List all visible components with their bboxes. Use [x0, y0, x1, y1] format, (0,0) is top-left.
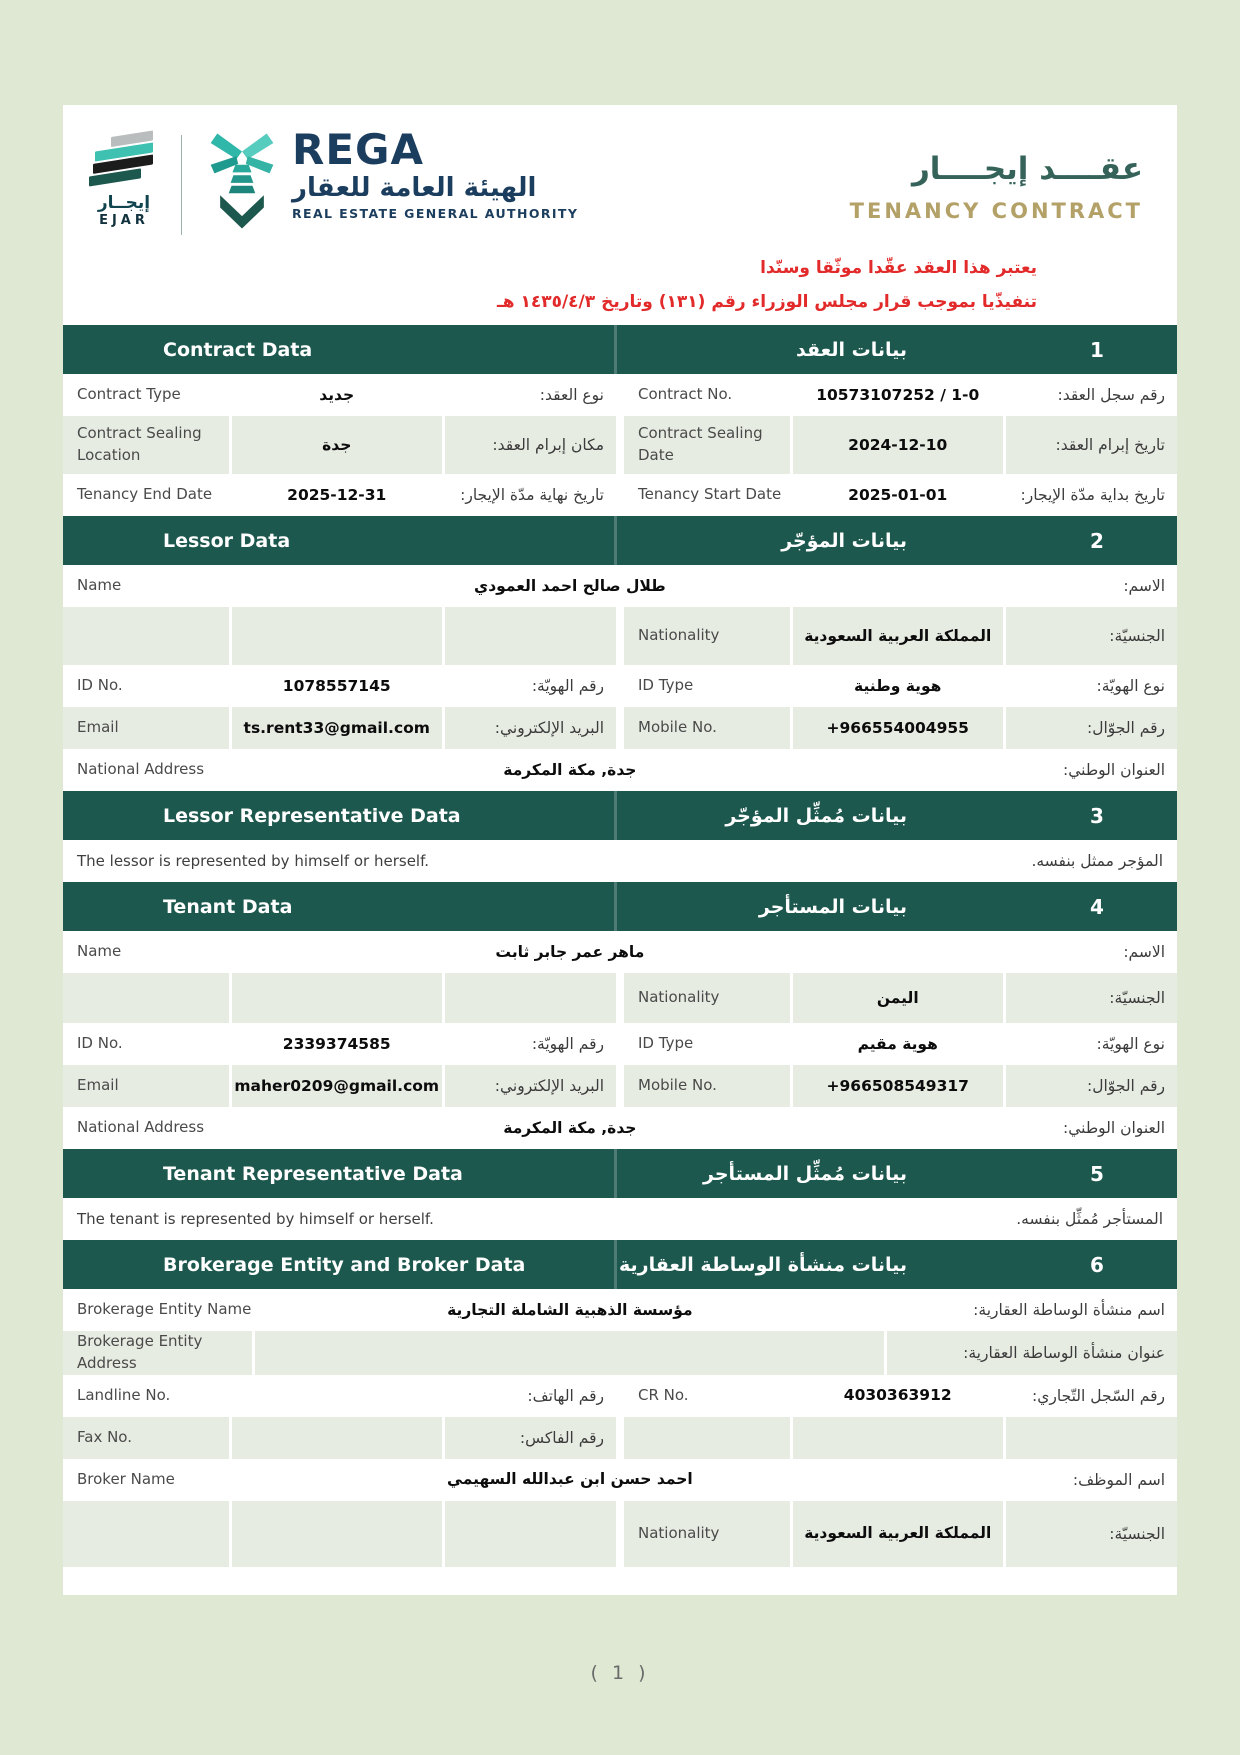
rega-wordmark	[292, 125, 579, 221]
section-3-number: 3	[1090, 803, 1104, 828]
field-value: +966554004955	[793, 707, 1003, 749]
field-label-ar: رقم الهويّة:	[445, 1023, 616, 1065]
field-label-ar: رقم الفاكس:	[445, 1417, 616, 1459]
field-value: طلال صالح احمد العمودي	[255, 565, 884, 607]
field-label-ar: العنوان الوطني:	[887, 1107, 1177, 1149]
field-label-ar: اسم منشأة الوساطة العقارية:	[887, 1289, 1177, 1331]
field-value: جدة	[232, 416, 442, 474]
section-2-number: 2	[1090, 528, 1104, 553]
row-tenant-nationality	[63, 973, 1177, 1023]
field-label-ar: الاسم:	[887, 931, 1177, 973]
section-4-bar	[63, 882, 1177, 931]
row-lessor-name	[63, 565, 1177, 607]
row-tenant-name	[63, 931, 1177, 973]
field-label-en: National Address	[63, 749, 252, 791]
field-value: مؤسسة الذهبية الشاملة التجارية	[255, 1289, 884, 1331]
section-5-title-ar: بيانات مُمثِّل المستأجر	[703, 1162, 907, 1185]
tenancy-contract-document	[63, 105, 1177, 1595]
field-value: maher0209@gmail.com	[232, 1065, 442, 1107]
rega-logo	[204, 125, 579, 231]
empty-cell	[445, 1501, 616, 1567]
field-label-ar: رقم سجل العقد:	[1006, 374, 1177, 416]
ejar-name-arabic: إيجــار	[97, 193, 151, 213]
row-lessor-national-address	[63, 749, 1177, 791]
field-label-en: Tenancy Start Date	[624, 474, 790, 516]
field-label-en: Email	[63, 707, 229, 749]
brand-divider	[181, 135, 182, 235]
field-label-en: Broker Name	[63, 1459, 252, 1501]
field-label-en: Brokerage Entity Name	[63, 1289, 252, 1331]
empty-cell	[232, 607, 442, 665]
field-value: 2024-12-10	[793, 416, 1003, 474]
rega-name-arabic: الهيئة العامة للعقار	[292, 173, 537, 203]
field-value: 10573107252 / 1-0	[793, 374, 1003, 416]
ejar-name-latin: EJAR	[99, 213, 149, 228]
empty-cell	[232, 1501, 442, 1567]
section-6-title-en: Brokerage Entity and Broker Data	[63, 1240, 617, 1289]
field-label-ar: نوع الهويّة:	[1006, 1023, 1177, 1065]
field-label-en: Name	[63, 565, 252, 607]
field-label-en: Tenancy End Date	[63, 474, 229, 516]
empty-cell	[63, 607, 229, 665]
field-value	[232, 1375, 442, 1417]
field-label-en: Mobile No.	[624, 1065, 790, 1107]
section-4-title-en: Tenant Data	[63, 882, 617, 931]
field-label-ar: الجنسيّة:	[1006, 1501, 1177, 1567]
field-value: جديد	[232, 374, 442, 416]
note-ar: المستأجر مُمثِّل بنفسه.	[1016, 1210, 1163, 1228]
field-label-en: ID Type	[624, 665, 790, 707]
field-label-ar: البريد الإلكتروني:	[445, 707, 616, 749]
row-brokerage-cr-landline	[63, 1375, 1177, 1417]
field-label-en: Nationality	[624, 973, 790, 1023]
field-value: 2339374585	[232, 1023, 442, 1065]
field-value: 1078557145	[232, 665, 442, 707]
field-label-en: CR No.	[624, 1375, 790, 1417]
row-brokerage-entity-name	[63, 1289, 1177, 1331]
field-value	[232, 1417, 442, 1459]
section-2-bar	[63, 516, 1177, 565]
field-label-en: Email	[63, 1065, 229, 1107]
document-header	[63, 105, 1177, 325]
note-ar: المؤجر ممثل بنفسه.	[1031, 852, 1163, 870]
section-1-title-en: Contract Data	[63, 325, 617, 374]
row-lessor-contact	[63, 707, 1177, 749]
field-value: جدة, مكة المكرمة	[255, 1107, 884, 1149]
row-tenant-contact	[63, 1065, 1177, 1107]
field-value: المملكة العربية السعودية	[793, 1501, 1003, 1567]
field-value: احمد حسن ابن عبدالله السهيمي	[255, 1459, 884, 1501]
field-label-ar: مكان إبرام العقد:	[445, 416, 616, 474]
page-number: ( 1 )	[590, 1662, 650, 1684]
field-value: 2025-12-31	[232, 474, 442, 516]
field-value: 4030363912	[793, 1375, 1003, 1417]
field-label-ar: نوع العقد:	[445, 374, 616, 416]
document-title-english: TENANCY CONTRACT	[849, 199, 1143, 223]
field-label-ar: عنوان منشأة الوساطة العقارية:	[887, 1331, 1177, 1375]
empty-cell	[63, 973, 229, 1023]
section-6-title-ar: بيانات منشأة الوساطة العقارية	[618, 1253, 907, 1276]
section-4-title-ar: بيانات المستأجر	[758, 895, 907, 918]
brand-logos	[89, 125, 579, 235]
field-label-ar: الاسم:	[887, 565, 1177, 607]
field-label-en: Contract Type	[63, 374, 229, 416]
field-label-ar: تاريخ نهاية مدّة الإيجار:	[445, 474, 616, 516]
field-label-en: Contract No.	[624, 374, 790, 416]
note-en: The tenant is represented by himself or herself.	[77, 1210, 434, 1228]
field-label-en: Fax No.	[63, 1417, 229, 1459]
field-label-en: Landline No.	[63, 1375, 229, 1417]
field-value: المملكة العربية السعودية	[793, 607, 1003, 665]
field-value: جدة, مكة المكرمة	[255, 749, 884, 791]
rega-palm-icon	[204, 129, 280, 231]
row-tenant-id	[63, 1023, 1177, 1065]
row-lessor-nationality	[63, 607, 1177, 665]
section-5-title-en: Tenant Representative Data	[63, 1149, 617, 1198]
row-broker-nationality	[63, 1501, 1177, 1567]
row-broker-name	[63, 1459, 1177, 1501]
row-brokerage-fax	[63, 1417, 1177, 1459]
row-brokerage-entity-address	[63, 1331, 1177, 1375]
field-label-ar: رقم الهاتف:	[445, 1375, 616, 1417]
rega-acronym: REGA	[292, 125, 425, 174]
section-3-bar	[63, 791, 1177, 840]
field-label-en: ID Type	[624, 1023, 790, 1065]
row-lessor-representative-note	[63, 840, 1177, 882]
field-label-en: Nationality	[624, 1501, 790, 1567]
empty-cell	[63, 1501, 229, 1567]
row-contract-type-no	[63, 374, 1177, 416]
row-tenant-representative-note	[63, 1198, 1177, 1240]
section-1-title-ar: بيانات العقد	[795, 338, 907, 361]
section-6-number: 6	[1090, 1252, 1104, 1277]
field-value: ts.rent33@gmail.com	[232, 707, 442, 749]
field-label-en: Brokerage Entity Address	[63, 1331, 252, 1375]
field-label-ar: البريد الإلكتروني:	[445, 1065, 616, 1107]
section-3-title-en: Lessor Representative Data	[63, 791, 617, 840]
field-label-ar: رقم الهويّة:	[445, 665, 616, 707]
field-label-en: Mobile No.	[624, 707, 790, 749]
field-value: اليمن	[793, 973, 1003, 1023]
field-label-en: ID No.	[63, 1023, 229, 1065]
section-4-number: 4	[1090, 894, 1104, 919]
field-label-ar: رقم السّجل التّجاري:	[1006, 1375, 1177, 1417]
field-label-ar: اسم الموظف:	[887, 1459, 1177, 1501]
empty-cell	[624, 1417, 790, 1459]
field-label-en: Name	[63, 931, 252, 973]
field-label-en: Contract Sealing Date	[624, 416, 790, 474]
section-1-number: 1	[1090, 337, 1104, 362]
document-title-block	[850, 129, 1147, 223]
field-label-ar: العنوان الوطني:	[887, 749, 1177, 791]
field-value: 2025-01-01	[793, 474, 1003, 516]
legal-notice-line-1: يعتبر هذا العقد عقّدا موثّقا وسنّدا	[760, 258, 1037, 278]
row-tenant-national-address	[63, 1107, 1177, 1149]
empty-cell	[445, 973, 616, 1023]
ejar-stripes-icon	[89, 129, 159, 186]
empty-cell	[232, 973, 442, 1023]
field-label-en: Contract Sealing Location	[63, 416, 229, 474]
section-2-title-ar: بيانات المؤجّر	[781, 529, 907, 552]
field-label-ar: تاريخ إبرام العقد:	[1006, 416, 1177, 474]
field-value: هوية وطنية	[793, 665, 1003, 707]
field-value: +966508549317	[793, 1065, 1003, 1107]
field-label-ar: الجنسيّة:	[1006, 607, 1177, 665]
section-2-title-en: Lessor Data	[63, 516, 617, 565]
field-label-en: Nationality	[624, 607, 790, 665]
field-label-ar: الجنسيّة:	[1006, 973, 1177, 1023]
section-1-bar	[63, 325, 1177, 374]
field-label-en: National Address	[63, 1107, 252, 1149]
field-label-en: ID No.	[63, 665, 229, 707]
note-en: The lessor is represented by himself or herself.	[77, 852, 430, 870]
field-label-ar: تاريخ بداية مدّة الإيجار:	[1006, 474, 1177, 516]
empty-cell	[1006, 1417, 1177, 1459]
empty-cell	[445, 607, 616, 665]
field-label-ar: رقم الجوّال:	[1006, 1065, 1177, 1107]
section-5-number: 5	[1090, 1161, 1104, 1186]
field-value	[255, 1331, 884, 1375]
empty-cell	[793, 1417, 1003, 1459]
ejar-logo	[89, 129, 159, 228]
field-value: هوية مقيم	[793, 1023, 1003, 1065]
document-title-arabic: عقــــد إيجــــار	[911, 151, 1143, 187]
field-value: ماهر عمر جابر ثابت	[255, 931, 884, 973]
section-6-bar	[63, 1240, 1177, 1289]
rega-name-english: REAL ESTATE GENERAL AUTHORITY	[292, 206, 579, 221]
field-label-ar: نوع الهويّة:	[1006, 665, 1177, 707]
legal-notice-line-2: تنفيذّيا بموجب قرار مجلس الوزراء رقم (١٣١) وتاريخ ١٤٣٥/٤/٣ هـ	[496, 292, 1037, 312]
legal-notice	[89, 251, 1147, 319]
field-label-ar: رقم الجوّال:	[1006, 707, 1177, 749]
row-lessor-id	[63, 665, 1177, 707]
row-tenancy-dates	[63, 474, 1177, 516]
section-3-title-ar: بيانات مُمثِّل المؤجّر	[725, 804, 907, 827]
section-5-bar	[63, 1149, 1177, 1198]
row-sealing	[63, 416, 1177, 474]
